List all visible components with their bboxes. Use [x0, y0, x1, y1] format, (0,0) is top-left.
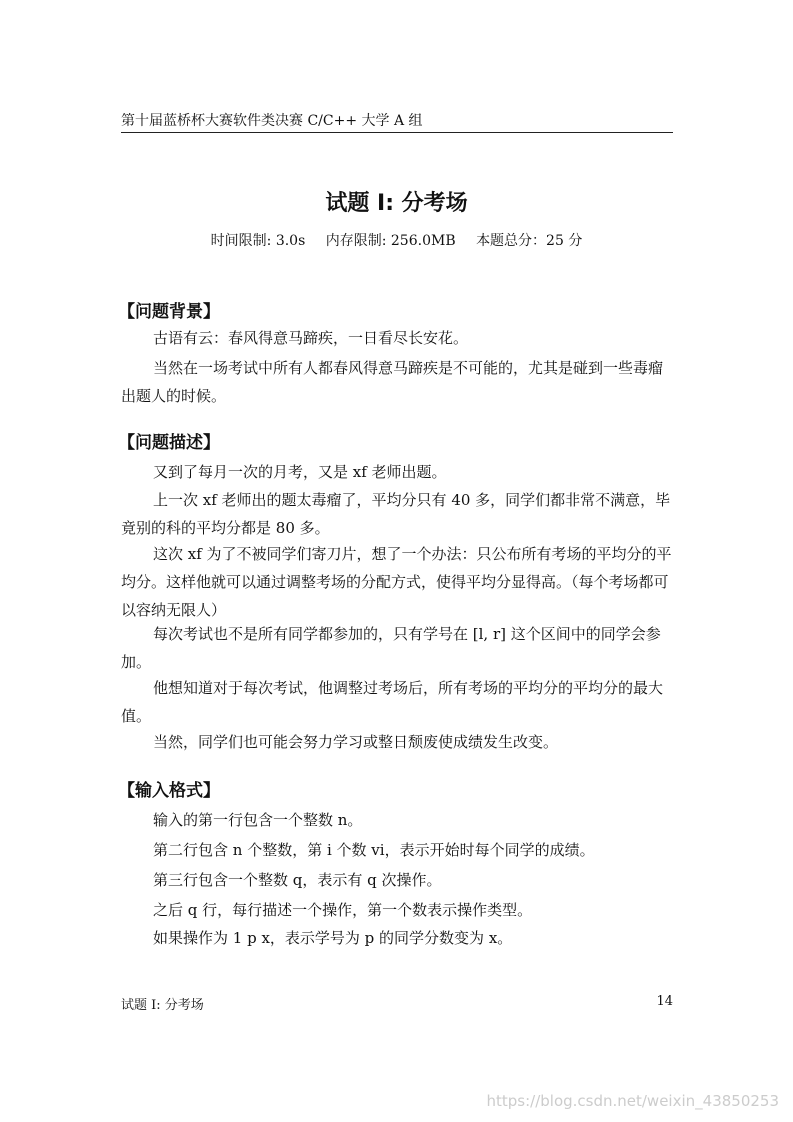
paragraph: 输入的第一行包含一个整数 n。: [153, 811, 363, 829]
paragraph: 上一次 xf 老师出的题太毒瘤了，平均分只有 40 多，同学们都非常不满意，毕竟别的科的平均分都是 80 多。: [121, 491, 671, 537]
paragraph: 他想知道对于每次考试，他调整过考场后，所有考场的平均分的平均分的最大值。: [121, 679, 664, 725]
paragraph: 又到了每月一次的月考，又是 xf 老师出题。: [153, 463, 447, 481]
section-heading-background: 【问题背景】: [118, 302, 220, 322]
paragraph: 古语有云：春风得意马蹄疾，一日看尽长安花。: [153, 329, 469, 347]
watermark-url: https://blog.csdn.net/weixin_43850253: [486, 1092, 779, 1110]
paragraph: 之后 q 行，每行描述一个操作，第一个数表示操作类型。: [153, 901, 533, 919]
page-number: 14: [656, 994, 673, 1009]
total-score: 本题总分：25 分: [476, 233, 583, 249]
paragraph: 如果操作为 1 p x，表示学号为 p 的同学分数变为 x。: [153, 929, 513, 947]
limits-line: [0, 230, 793, 250]
paragraph: 每次考试也不是所有同学都参加的，只有学号在 [l, r] 这个区间中的同学会参加。: [121, 625, 661, 671]
footer-title: 试题 I: 分考场: [121, 998, 204, 1013]
running-header: 第十届蓝桥杯大赛软件类决赛 C/C++ 大学 A 组: [121, 110, 673, 133]
paragraph: 第三行包含一个整数 q，表示有 q 次操作。: [153, 871, 442, 889]
paragraph: 第二行包含 n 个整数，第 i 个数 vi，表示开始时每个同学的成绩。: [153, 841, 595, 859]
section-heading-input: 【输入格式】: [118, 781, 220, 801]
section-heading-description: 【问题描述】: [118, 433, 220, 453]
memory-limit: 内存限制: 256.0MB: [325, 233, 456, 249]
paragraph: 这次 xf 为了不被同学们寄刀片，想了一个办法：只公布所有考场的平均分的平均分。这样他就可以通过调整考场的分配方式，使得平均分显得高。（每个考场都可以容纳无限人）: [121, 545, 672, 619]
problem-title: 试题 I: 分考场: [325, 191, 468, 216]
paragraph: 当然在一场考试中所有人都春风得意马蹄疾是不可能的，尤其是碰到一些毒瘤出题人的时候。: [121, 359, 664, 405]
paragraph: 当然，同学们也可能会努力学习或整日颓废使成绩发生改变。: [153, 733, 559, 751]
time-limit: 时间限制: 3.0s: [210, 233, 306, 249]
page-footer: [121, 994, 673, 1013]
